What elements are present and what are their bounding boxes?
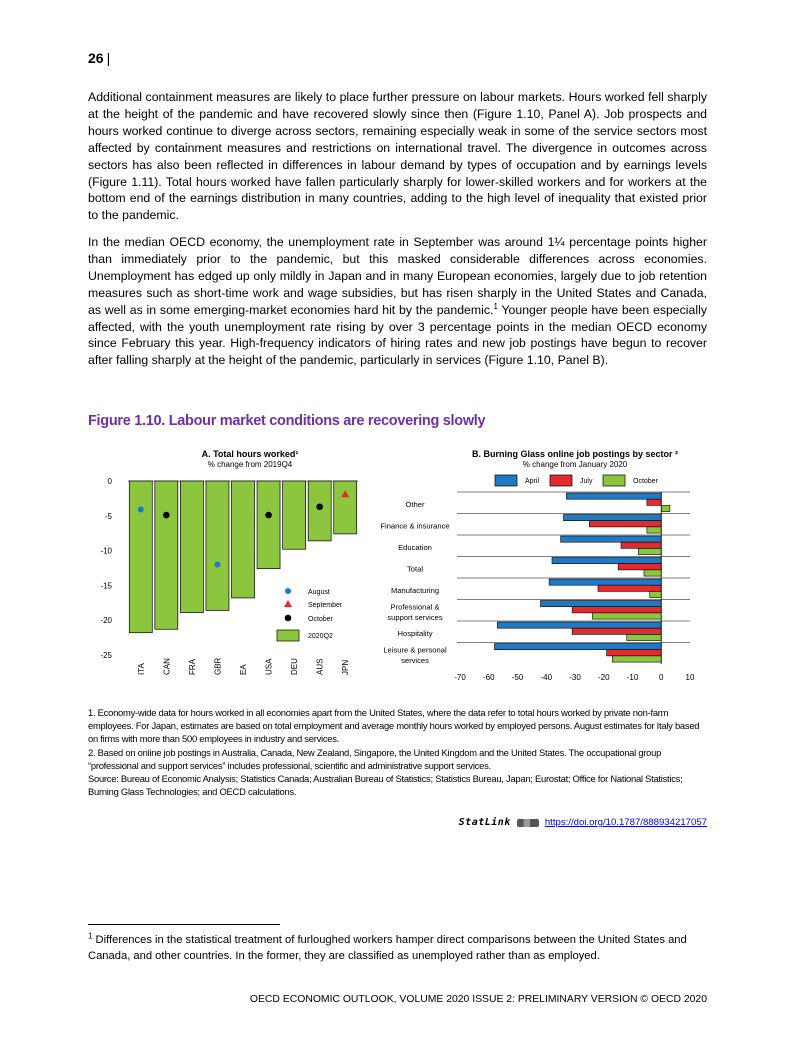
bar-october [644, 570, 661, 576]
y-tick-label: -10 [100, 546, 112, 556]
bar-july [598, 585, 661, 591]
bar-april [495, 644, 662, 650]
bar-july [572, 628, 661, 634]
x-tick-label: ITA [136, 663, 146, 675]
page-footer: OECD ECONOMIC OUTLOOK, VOLUME 2020 ISSUE 2: PRELIMINARY VERSION © OECD 2020 [249, 994, 707, 1005]
bar-july [607, 650, 662, 656]
x-tick-label: CAN [162, 658, 172, 675]
legend-september-marker [284, 600, 292, 607]
bar-2020q2 [155, 481, 178, 629]
bar-october [661, 505, 670, 511]
panel-b-subtitle: % change from January 2020 [522, 460, 628, 469]
x-tick-label: -10 [626, 673, 639, 682]
bar-october [650, 591, 662, 597]
source-note: Source: Bureau of Economic Analysis; Statistics Canada; Australian Bureau of Statistics; Statistics Bureau, Japan; Eurostat; Office for National Statistics; Burning Glass Technologies; and OECD calculations. [88, 773, 683, 798]
x-tick-label: 0 [659, 673, 664, 682]
legend-september-label: September [308, 602, 343, 609]
page-number: 26 | [88, 50, 111, 66]
paragraph-1: Additional containment measures are likely to place further pressure on labour markets. Hours worked fell sharply at the height of the pandemic and have recovered slowly since then (Figure 1.10, Panel A). Job prospects and hours worked continue to diverge across sectors, remaining especially weak in some of the service sectors most affected by containment measures and restrictions on international travel. The divergence in outcomes across sectors has also been reflected in differences in labour demand by types of occupation and by earnings levels (Figure 1.11). Total hours worked have fallen particularly sharply for lower-skilled workers and for workers at the bottom end of the earnings distribution in many countries, adding to the high level of inequality that existed prior to the pandemic. [88, 90, 707, 223]
x-tick-label: -20 [597, 673, 610, 682]
x-tick-label: -40 [540, 673, 553, 682]
paragraph-2: In the median OECD economy, the unemployment rate in September was around 1¼ percentage points higher than immediately prior to the pandemic, but this masked considerable differences across economies. Unemployment has edged up only mildly in Japan and in many European economies, largely due to job retention measures such as short-time work and wage subsidies, but has risen sharply in the United States and Canada, as well as in some emerging-market economies hard hit by the pandemic.$^1$ Younger people have been especially affected, with the youth unemployment rate rising by over 3 percentage points in the median OECD economy since February this year. High-frequency indicators of hiring rates and new job postings have begun to recover after falling sharply at the height of the pandemic, particularly in services (Figure 1.10, Panel B). [88, 235, 707, 368]
y-tick-label: -25 [100, 651, 112, 660]
marker-august [138, 507, 144, 513]
bar-october [627, 634, 662, 640]
x-tick-label: EA [239, 664, 248, 675]
bar-july [621, 542, 661, 548]
bar-2020q2 [206, 481, 229, 610]
statlink [459, 817, 707, 828]
x-tick-label: 10 [685, 673, 695, 682]
bar-april [549, 579, 661, 585]
category-label: Leisure & personal services [383, 645, 447, 665]
x-tick-label: DEU [290, 658, 300, 675]
marker-october [265, 512, 272, 519]
category-label: Education [398, 542, 432, 552]
chart-b [365, 470, 710, 690]
x-tick-label: -70 [454, 673, 466, 682]
bar-april [564, 515, 662, 521]
x-tick-label: -30 [569, 673, 581, 682]
figure-notes [88, 706, 707, 798]
bar-april [497, 622, 661, 628]
legend-2020q2-label: 2020Q2 [308, 633, 333, 640]
category-label: Hospitality [397, 628, 433, 638]
bar-2020q2 [129, 481, 152, 633]
legend-october-marker [285, 615, 292, 622]
bar-july [647, 499, 661, 505]
bar-april [566, 493, 661, 499]
x-tick-label: -50 [511, 673, 524, 682]
category-label: Finance & insurance [380, 521, 450, 531]
x-tick-label: JPN [341, 659, 351, 675]
statlink-url[interactable]: https://doi.org/10.1787/888934217057 [544, 817, 707, 828]
legend-april-swatch [495, 475, 517, 486]
marker-october [163, 512, 170, 519]
legend-august-label: August [308, 589, 330, 596]
y-tick-label: -5 [104, 511, 112, 521]
chart-a [88, 470, 368, 690]
figure-title: Figure 1.10. Labour market conditions are recovering slowly [88, 413, 486, 429]
x-tick-label: FRA [187, 659, 197, 675]
y-tick-label: 0 [107, 477, 112, 486]
statlink-label: StatLink [458, 817, 511, 828]
footnote-divider [88, 924, 280, 925]
panel-a-title: A. Total hours worked¹ [201, 449, 299, 459]
bar-2020q2 [308, 481, 331, 541]
legend-july-label: July [580, 478, 593, 485]
category-label: Manufacturing [390, 585, 440, 595]
note-2: 2. Based on online job postings in Australia, Canada, New Zealand, Singapore, the United Kingdom and the United States. The occupational group “professional and support services” includes professional, scientific and administrative support services. [88, 746, 662, 771]
x-tick-label: GBR [213, 657, 223, 675]
x-tick-label: AUS [315, 658, 325, 675]
x-tick-label: -60 [482, 673, 495, 682]
bar-april [561, 536, 662, 542]
statlink-logo-icon [517, 819, 539, 827]
note-1: 1. Economy-wide data for hours worked in all economies apart from the United States, where the data refer to total hours worked by private non-farm employees. For Japan, estimates are based on total employment and average monthly hours worked by employed persons. August estimates for Italy based on firms with more than 500 employees in industry and services. [88, 707, 700, 745]
category-label: Professional & support services [387, 602, 443, 622]
x-tick-label: USA [264, 658, 274, 675]
bar-2020q2 [334, 481, 357, 534]
bar-july [618, 564, 661, 570]
legend-july-swatch [550, 475, 572, 486]
panel-a-subtitle: % change from 2019Q4 [207, 460, 293, 469]
bar-2020q2 [232, 481, 255, 598]
bar-2020q2 [180, 481, 203, 613]
marker-october [316, 503, 323, 510]
bar-april [541, 601, 662, 607]
legend-2020q2-swatch [277, 630, 299, 641]
bar-october [647, 527, 661, 533]
bar-april [552, 558, 661, 564]
bar-july [572, 607, 661, 613]
legend-august-marker [285, 588, 291, 594]
legend-october-swatch [603, 475, 625, 486]
category-label: Total [406, 564, 424, 574]
legend-october-label: October [308, 616, 333, 623]
footnote-1: $^1$ Differences in the statistical treatment of furloughed workers hamper direct comparisons between the United States and Canada, and other countries. In the former, they are classified as unemployed rather than as employed. [88, 931, 687, 963]
bar-october [638, 548, 661, 554]
y-tick-label: -20 [100, 616, 112, 626]
bar-2020q2 [283, 481, 306, 549]
bar-2020q2 [257, 481, 280, 569]
bar-october [592, 613, 661, 619]
panel-b-title: B. Burning Glass online job postings by sector ² [471, 449, 679, 459]
category-label: Other [405, 499, 425, 509]
legend-october-label: October [633, 478, 658, 485]
legend-april-label: April [525, 478, 540, 485]
y-tick-label: -15 [100, 581, 112, 591]
bar-july [589, 521, 661, 527]
marker-august [214, 562, 220, 568]
bar-october [612, 656, 661, 662]
footnote-ref[interactable]: 1 [493, 301, 498, 311]
